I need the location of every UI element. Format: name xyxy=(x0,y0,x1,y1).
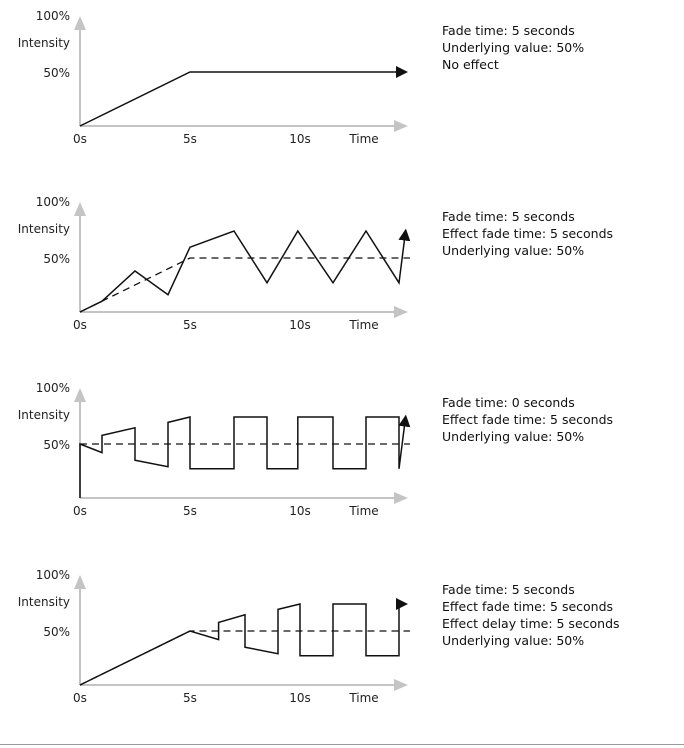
series-output xyxy=(80,604,406,685)
y-tick-100: 100% xyxy=(35,9,70,23)
note-3: No effect xyxy=(442,57,499,72)
note-1: Fade time: 0 seconds xyxy=(442,395,575,410)
note-2: Effect fade time: 5 seconds xyxy=(442,599,614,614)
x-tick-0s: 0s xyxy=(73,132,87,146)
note-2: Effect fade time: 5 seconds xyxy=(442,226,614,241)
axes xyxy=(74,388,408,504)
y-tick-50: 50% xyxy=(43,252,70,266)
x-tick-10s: 10s xyxy=(289,318,311,332)
note-3: Effect delay time: 5 seconds xyxy=(442,616,620,631)
x-axis-arrow xyxy=(394,492,408,504)
y-axis-arrow xyxy=(74,16,86,30)
x-axis-arrow xyxy=(394,120,408,132)
x-tick-5s: 5s xyxy=(183,318,197,332)
note-1: Fade time: 5 seconds xyxy=(442,582,575,597)
x-tick-0s: 0s xyxy=(73,504,87,518)
x-axis-label: Time xyxy=(349,318,379,332)
x-axis-label: Time xyxy=(349,132,379,146)
axes xyxy=(74,16,408,132)
x-axis-arrow xyxy=(394,306,408,318)
x-tick-5s: 5s xyxy=(183,691,197,705)
axes xyxy=(74,202,408,318)
y-tick-100: 100% xyxy=(35,381,70,395)
y-axis-label: Intensity xyxy=(17,36,70,50)
note-2: Underlying value: 50% xyxy=(442,40,585,55)
series-output xyxy=(80,231,406,312)
bottom-rule xyxy=(0,744,684,745)
y-tick-100: 100% xyxy=(35,568,70,582)
x-axis-label: Time xyxy=(349,504,379,518)
x-tick-5s: 5s xyxy=(183,504,197,518)
y-axis-arrow xyxy=(74,388,86,402)
panel-1 xyxy=(18,9,584,146)
x-tick-10s: 10s xyxy=(289,504,311,518)
panel-2 xyxy=(18,195,613,332)
y-axis-arrow xyxy=(74,575,86,589)
axes xyxy=(74,575,408,691)
note-1: Fade time: 5 seconds xyxy=(442,23,575,38)
note-1: Fade time: 5 seconds xyxy=(442,209,575,224)
series-underlying xyxy=(80,258,410,312)
panel-3 xyxy=(18,381,613,518)
x-tick-10s: 10s xyxy=(289,691,311,705)
series-output xyxy=(80,72,406,126)
x-tick-10s: 10s xyxy=(289,132,311,146)
y-axis-label: Intensity xyxy=(17,408,70,422)
y-axis-arrow xyxy=(74,202,86,216)
y-tick-50: 50% xyxy=(43,66,70,80)
x-axis-label: Time xyxy=(349,691,379,705)
y-axis-label: Intensity xyxy=(17,222,70,236)
note-2: Effect fade time: 5 seconds xyxy=(442,412,614,427)
y-tick-50: 50% xyxy=(43,625,70,639)
series-output xyxy=(80,417,406,498)
y-axis-label: Intensity xyxy=(17,595,70,609)
note-4: Underlying value: 50% xyxy=(442,633,585,648)
panel-4 xyxy=(18,568,620,705)
y-tick-50: 50% xyxy=(43,438,70,452)
note-3: Underlying value: 50% xyxy=(442,243,585,258)
y-tick-100: 100% xyxy=(35,195,70,209)
x-axis-arrow xyxy=(394,679,408,691)
x-tick-0s: 0s xyxy=(73,318,87,332)
x-tick-5s: 5s xyxy=(183,132,197,146)
note-3: Underlying value: 50% xyxy=(442,429,585,444)
x-tick-0s: 0s xyxy=(73,691,87,705)
